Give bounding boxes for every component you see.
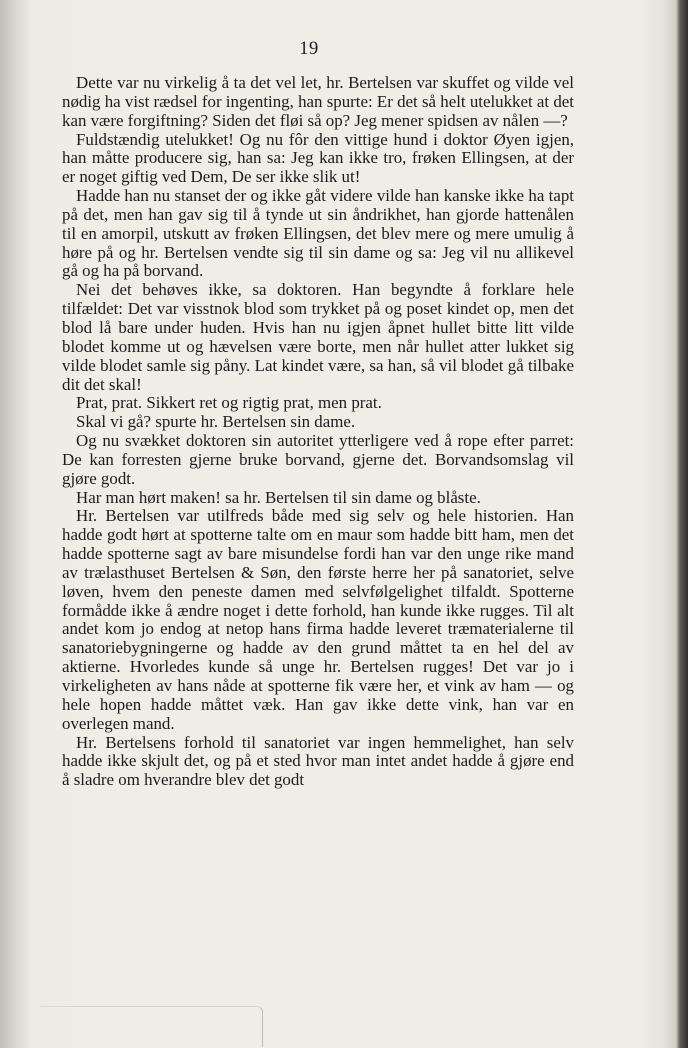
paragraph: Hr. Bertelsen var utilfreds både med sig selv og hele historien. Han hadde godt hørt at spotterne talte om en maur som hadde bitt ham, men det hadde spotterne sagt av bare misundelse fordi han var den unge rike mand av trælasthuset Bertelsen & Søn, den første herre her på sanatoriet, selve løven, hvem den peneste damen med selvfølgelighet tilfaldt. Spotterne formådde ikke å ændre noget i dette forhold, han kunde ikke rugges. Til alt andet kom jo endog at netop hans firma hadde leveret træmaterialerne til sanatoriebygningerne og hadde av den grund måttet ta en hel del av aktierne. Hvorledes kunde så unge hr. Bertelsen rugges! Det var jo i virkeligheten av hans nåde at spotterne fik være her, et vink av ham — og hele hopen hadde måttet væk. Han gav ikke dette vink, han var en overlegen mand. — [62, 506, 574, 733]
paragraph: Og nu svækket doktoren sin autoritet ytterligere ved å rope efter parret: De kan forresten gjerne bruke borvand, gjerne det. Borvandsomslag vil gjøre godt. — [62, 431, 574, 488]
paragraph: Hr. Bertelsens forhold til sanatoriet var ingen hemmelighet, han selv hadde ikke skjult det, og på et sted hvor man intet andet hadde å gjøre end å sladre om hverandre blev det godt — [62, 732, 574, 790]
paragraph: Dette var nu virkelig å ta det vel let, hr. Bertelsen var skuffet og vilde vel nødig ha vist rædsel for ingenting, han spurte: Er det så helt utelukket at det kan være forgiftning? Siden det fløi så op? Jeg mener spidsen av nålen —? — [62, 73, 574, 130]
binding-shadow — [0, 0, 30, 1048]
paragraph: Hadde han nu stanset der og ikke gåt videre vilde han kanske ikke ha tapt på det, men han gav sig til å tynde ut sin åndrikhet, han gjorde hattenålen til en amorpil, utskutt av frøken Ellingsen, det blev mere og mere umulig å høre på og hr. Bertelsen vendte sig til sin dame og sa: Jeg vil nu allikevel gå og ha på borvand. — [62, 186, 574, 281]
page-corner-mark — [40, 1006, 263, 1047]
paragraph: Fuldstændig utelukket! Og nu fôr den vittige hund i doktor Øyen igjen, han måtte producere sig, han sa: Jeg kan ikke tro, frøken Ellingsen, at der er noget giftig ved Dem, De ser ikke slik ut! — [62, 129, 574, 187]
paragraph: Prat, prat. Sikkert ret og rigtig prat, men prat. — [76, 393, 382, 413]
body-text — [62, 74, 574, 790]
paragraph: Skal vi gå? spurte hr. Bertelsen sin dame. — [76, 412, 356, 432]
paragraph: Har man hørt maken! sa hr. Bertelsen til sin dame og blåste. — [76, 487, 481, 507]
page-number: 19 — [299, 39, 319, 59]
paragraph: Nei det behøves ikke, sa doktoren. Han begyndte å forklare hele tilfældet: Det var visstnok blod som trykket på og poset kindet op, men det blod lå bare under huden. Hvis han nu igjen åpnet hullet bitte litt vilde blodet komme ut og hævelsen være borte, men når hullet atter lukket sig vilde blodet samle sig påny. Lat kindet være, sa han, så vil blodet gå tilbake dit det skal! — [62, 280, 574, 394]
